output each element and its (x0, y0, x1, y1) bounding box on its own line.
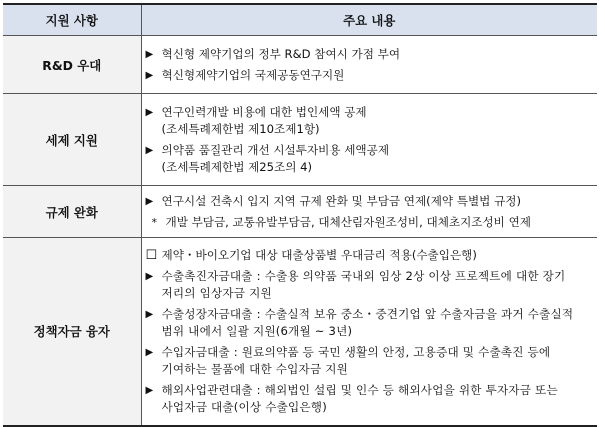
triangle-bullet-icon: ▶ (145, 106, 154, 118)
category-cell: 정책자금 융자 (3, 238, 141, 426)
triangle-bullet-icon: ▶ (145, 144, 154, 156)
triangle-bullet-icon: ▶ (145, 195, 154, 207)
item-text: 의약품 품질관리 개선 시설투자비용 세액공제 (161, 142, 390, 157)
list-item (146, 46, 592, 63)
category-cell: 세제 지원 (3, 94, 141, 186)
checkbox-square-icon: ☐ (145, 247, 158, 263)
item-text: 혁신형 제약기업의 정부 R&D 참여시 가점 부여 (161, 46, 401, 61)
category-cell: R&D 우대 (3, 36, 141, 94)
row-regulation (3, 186, 597, 238)
category-cell: 규제 완화 (3, 186, 141, 238)
intro-item (146, 247, 592, 264)
list-item (146, 382, 592, 416)
item-note: (조세특례제한법 제10조제1항) (161, 121, 320, 136)
triangle-bullet-icon: ▶ (145, 69, 154, 81)
list-item (146, 306, 592, 340)
triangle-bullet-icon: ▶ (145, 48, 154, 60)
list-item (146, 193, 592, 210)
row-rnd (3, 36, 597, 94)
header-category: 지원 사항 (3, 4, 141, 36)
intro-text: 제약・바이오기업 대상 대출상품별 우대금리 적용(수출입은행) (161, 247, 477, 262)
header-row (3, 4, 597, 36)
footnote-text: 개발 부담금, 교통유발부담금, 대체산림자원조성비, 대체초지조성비 연제 (165, 214, 531, 229)
support-table-frame (3, 3, 597, 425)
item-text: 혁신형제약기업의 국제공동연구지원 (161, 67, 345, 82)
list-item (146, 268, 592, 302)
item-text: 연구인력개발 비용에 대한 법인세액 공제 (161, 104, 367, 119)
item-text: 수출성장자금대출 : 수출실적 보유 중소・중견기업 앞 수출자금을 과거 수출실적 범위 내에서 일괄 지원(6개월 ~ 3년) (161, 306, 574, 338)
asterisk-icon: * (151, 215, 157, 229)
list-item (146, 104, 592, 138)
item-text: 해외사업관련대출 : 해외법인 설립 및 인수 등 해외사업을 위한 투자자금 또는 사업자금 대출(이상 수출입은행) (161, 382, 558, 414)
triangle-bullet-icon: ▶ (145, 270, 154, 282)
list-item (146, 344, 592, 378)
header-content: 주요 내용 (141, 4, 597, 36)
item-note: (조세특례제한법 제25조의 4) (161, 159, 313, 174)
list-item (146, 67, 592, 84)
row-policy-funding (3, 238, 597, 426)
item-text: 연구시설 건축시 입지 지역 규제 완화 및 부담금 연제(제약 특별법 규정) (161, 193, 521, 208)
list-item (146, 142, 592, 176)
item-text: 수입자금대출 : 원료의약품 등 국민 생활의 안정, 고용증대 및 수출촉진 등에 기여하는 물품에 대한 수입자금 지원 (161, 344, 551, 376)
footnote-item (146, 214, 592, 231)
support-table (3, 3, 597, 427)
triangle-bullet-icon: ▶ (145, 308, 154, 320)
triangle-bullet-icon: ▶ (145, 384, 154, 396)
row-tax (3, 94, 597, 186)
triangle-bullet-icon: ▶ (145, 346, 154, 358)
item-text: 수출촉진자금대출 : 수출용 의약품 국내외 임상 2상 이상 프로젝트에 대한 장기 저리의 임상자금 지원 (161, 268, 566, 300)
